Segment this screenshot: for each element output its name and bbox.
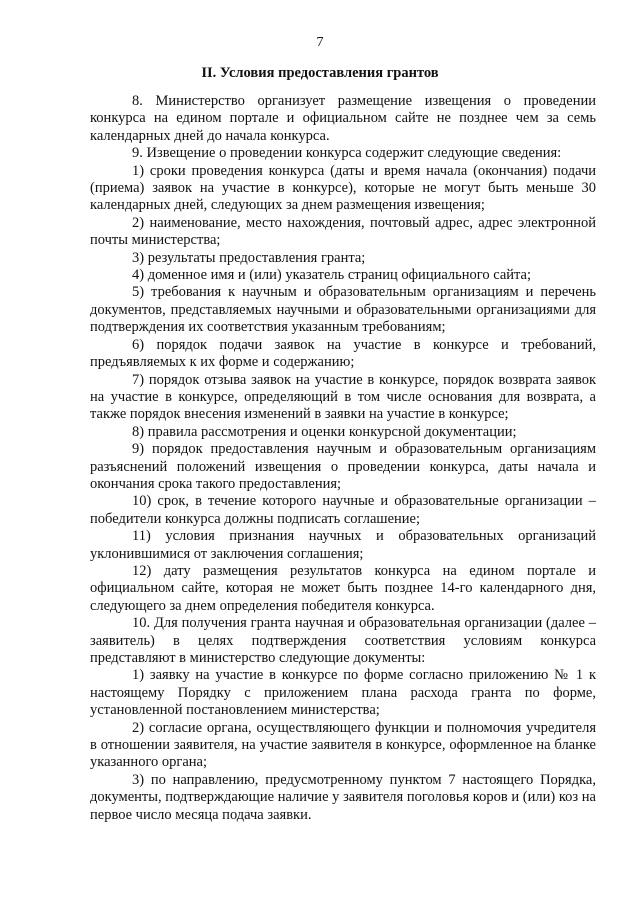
- list-item-10-2: 2) согласие органа, осуществляющего функции и полномочия учредителя в отношении заявителя, на участие заявителя в конкурсе, оформленное на бланке указанного органа;: [90, 719, 596, 771]
- paragraph-9: 9. Извещение о проведении конкурса содержит следующие сведения:: [132, 145, 562, 162]
- list-item-9-7: 7) порядок отзыва заявок на участие в конкурсе, порядок возврата заявок на участие в конкурсе, определяющий в том числе основания для возврата, а также порядок внесения изменений в заявки на участие в конкурсе;: [90, 371, 596, 423]
- list-item-9-6: 6) порядок подачи заявок на участие в конкурсе и требований, предъявляемых к их форме и содержанию;: [90, 336, 596, 371]
- list-item-9-12: 12) дату размещения результатов конкурса на едином портале и официальном сайте, которая не может быть позднее 14-го календарного дня, следующего за днем определения победителя конкурса.: [90, 562, 596, 614]
- list-item-9-1: 1) сроки проведения конкурса (даты и время начала (окончания) подачи (приема) заявок на участие в конкурсе), которые не могут быть меньше 30 календарных дней, следующих за днем размещения извещения;: [90, 162, 596, 214]
- section-title: II. Условия предоставления грантов: [201, 65, 439, 81]
- list-item-9-10: 10) срок, в течение которого научные и образовательные организации – победители конкурса должны подписать соглашение;: [90, 493, 596, 527]
- document-body: [90, 93, 596, 824]
- list-item-10-3: 3) по направлению, предусмотренному пунктом 7 настоящего Порядка, документы, подтверждающие наличие у заявителя поголовья коров и (или) коз на первое число месяца подача заявки.: [90, 771, 596, 823]
- list-item-9-5: 5) требования к научным и образовательным организациям и перечень документов, представляемых научными и образовательными организациями для подтверждения их соответствия указанным требованиям;: [90, 284, 596, 336]
- list-item-9-2: 2) наименование, место нахождения, почтовый адрес, адрес электронной почты министерства;: [90, 214, 596, 249]
- list-item-9-9: 9) порядок предоставления научным и образовательным организациям разъяснений положений извещения о проведении конкурса, даты начала и окончания срока такого предоставления;: [90, 441, 596, 492]
- list-item-9-8: 8) правила рассмотрения и оценки конкурсной документации;: [132, 423, 517, 440]
- list-item-9-3: 3) результаты предоставления гранта;: [132, 249, 366, 266]
- paragraph-10: 10. Для получения гранта научная и образовательная организации (далее – заявитель) в целях подтверждения соответствия условиям конкурса представляют в министерство следующие документы:: [90, 615, 596, 666]
- list-item-9-4: 4) доменное имя и (или) указатель страниц официального сайта;: [132, 267, 532, 284]
- page-number: 7: [316, 35, 324, 50]
- list-item-10-1: 1) заявку на участие в конкурсе по форме согласно приложению № 1 к настоящему Порядку с приложением плана расхода гранта по форме, установленной постановлением министерства;: [90, 667, 596, 719]
- paragraph-8: 8. Министерство организует размещение извещения о проведении конкурса на едином портале и официальном сайте не позднее чем за семь календарных дней до начала конкурса.: [90, 93, 596, 144]
- list-item-9-11: 11) условия признания научных и образовательных организаций уклонившимися от заключения соглашения;: [90, 528, 596, 562]
